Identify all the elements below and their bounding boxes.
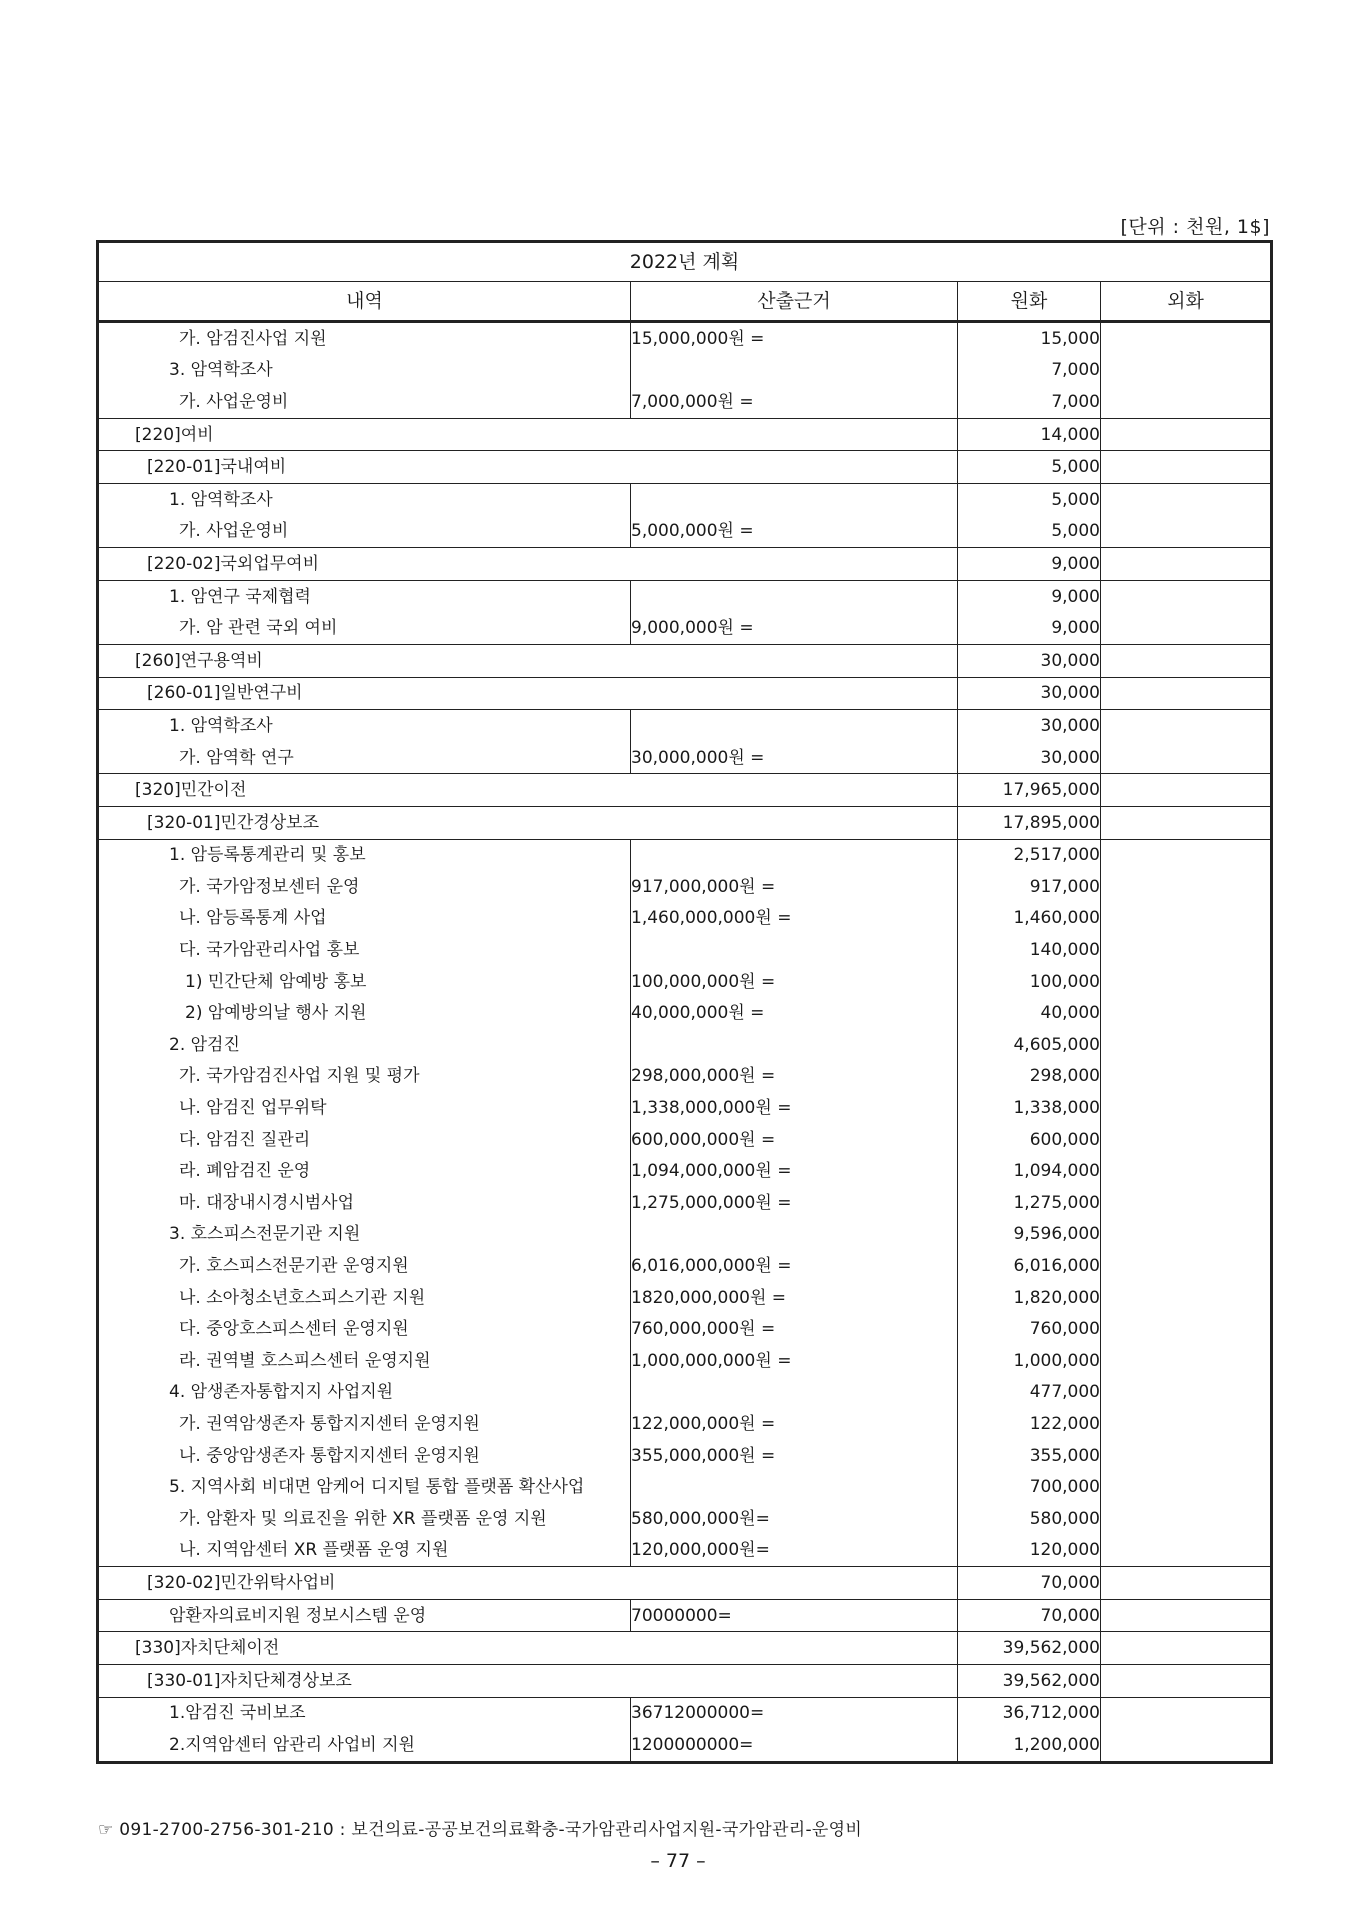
row-krw: 1,275,000 <box>958 1187 1101 1219</box>
row-fx <box>1101 386 1272 418</box>
table-row <box>98 418 1272 451</box>
row-fx <box>1101 903 1272 935</box>
row-item: 가. 사업운영비 <box>179 521 289 542</box>
row-item: 마. 대장내시경시범사업 <box>179 1192 355 1213</box>
row-item: 1. 암연구 국제협력 <box>98 580 631 612</box>
row-krw: 30,000 <box>958 710 1101 742</box>
header-item: 내역 <box>98 282 631 322</box>
unit-note: [단위 : 천원, 1$] <box>1120 216 1270 238</box>
row-krw: 30,000 <box>958 677 1101 710</box>
budget-table <box>96 240 1273 1764</box>
row-fx <box>1101 548 1272 581</box>
row-fx <box>1101 1664 1272 1697</box>
row-item: 다. 중앙호스피스센터 운영지원 <box>179 1319 409 1340</box>
row-fx <box>1101 1345 1272 1377</box>
row-fx <box>1101 612 1272 644</box>
row-krw: 580,000 <box>958 1503 1101 1535</box>
table-row <box>98 1729 1272 1762</box>
row-krw: 14,000 <box>958 418 1101 451</box>
table-row <box>98 1282 1272 1314</box>
row-fx <box>1101 1729 1272 1762</box>
row-basis <box>631 1377 958 1409</box>
row-fx <box>1101 355 1272 387</box>
row-fx <box>1101 1092 1272 1124</box>
row-fx <box>1101 1599 1272 1632</box>
row-fx <box>1101 1440 1272 1472</box>
table-row <box>98 516 1272 548</box>
table-row <box>98 644 1272 677</box>
row-item: 2. 암검진 <box>169 1034 240 1055</box>
row-item: 가. 권역암생존자 통합지지센터 운영지원 <box>179 1413 480 1434</box>
table-row <box>98 548 1272 581</box>
row-fx <box>1101 839 1272 871</box>
row-basis <box>631 710 958 742</box>
row-krw: 760,000 <box>958 1313 1101 1345</box>
row-basis <box>631 839 958 871</box>
row-krw: 122,000 <box>958 1408 1101 1440</box>
row-krw: 100,000 <box>958 966 1101 998</box>
row-item: 나. 중앙암생존자 통합지지센터 운영지원 <box>179 1445 480 1466</box>
table-row <box>98 483 1272 515</box>
row-krw: 5,000 <box>958 451 1101 484</box>
row-item: 3. 호스피스전문기관 지원 <box>169 1224 361 1245</box>
row-item: [320]민간이전 <box>98 774 958 807</box>
row-item: 가. 국가암정보센터 운영 <box>179 876 360 897</box>
row-krw: 70,000 <box>958 1567 1101 1600</box>
row-basis: 15,000,000원 = <box>631 322 958 355</box>
table-row <box>98 1535 1272 1567</box>
row-fx <box>1101 1155 1272 1187</box>
row-basis: 6,016,000,000원 = <box>631 1250 958 1282</box>
table-title: 2022년 계획 <box>98 242 1272 282</box>
table-header-row <box>98 282 1272 322</box>
row-krw: 4,605,000 <box>958 1029 1101 1061</box>
row-fx <box>1101 934 1272 966</box>
table-row <box>98 612 1272 644</box>
table-row <box>98 1664 1272 1697</box>
row-krw: 477,000 <box>958 1377 1101 1409</box>
row-fx <box>1101 677 1272 710</box>
row-item: [220-01]국내여비 <box>98 451 958 484</box>
row-fx <box>1101 516 1272 548</box>
row-fx <box>1101 1219 1272 1251</box>
row-basis <box>631 1219 958 1251</box>
row-basis: 1820,000,000원 = <box>631 1282 958 1314</box>
row-krw: 7,000 <box>958 355 1101 387</box>
row-krw: 9,000 <box>958 612 1101 644</box>
row-item: 라. 권역별 호스피스센터 운영지원 <box>179 1350 431 1371</box>
row-basis: 355,000,000원 = <box>631 1440 958 1472</box>
row-basis <box>631 934 958 966</box>
row-fx <box>1101 1471 1272 1503</box>
row-basis: 760,000,000원 = <box>631 1313 958 1345</box>
row-fx <box>1101 644 1272 677</box>
row-basis: 7,000,000원 = <box>631 386 958 418</box>
row-basis: 122,000,000원 = <box>631 1408 958 1440</box>
table-row <box>98 1029 1272 1061</box>
row-fx <box>1101 1029 1272 1061</box>
table-row <box>98 742 1272 774</box>
row-fx <box>1101 1124 1272 1156</box>
row-item: 가. 암 관련 국외 여비 <box>179 618 338 639</box>
row-fx <box>1101 1282 1272 1314</box>
table-row <box>98 1440 1272 1472</box>
row-basis: 5,000,000원 = <box>631 516 958 548</box>
row-item: [220]여비 <box>98 418 958 451</box>
table-row <box>98 1313 1272 1345</box>
row-basis: 917,000,000원 = <box>631 871 958 903</box>
table-row <box>98 1377 1272 1409</box>
row-basis <box>631 1471 958 1503</box>
table-row <box>98 774 1272 807</box>
row-fx <box>1101 1503 1272 1535</box>
table-row <box>98 1471 1272 1503</box>
row-item: [260]연구용역비 <box>98 644 958 677</box>
row-basis: 100,000,000원 = <box>631 966 958 998</box>
row-item: 라. 폐암검진 운영 <box>179 1161 311 1182</box>
row-krw: 17,965,000 <box>958 774 1101 807</box>
row-fx <box>1101 1313 1272 1345</box>
row-krw: 30,000 <box>958 742 1101 774</box>
header-basis: 산출근거 <box>631 282 958 322</box>
header-krw: 원화 <box>958 282 1101 322</box>
row-fx <box>1101 997 1272 1029</box>
row-fx <box>1101 322 1272 355</box>
row-basis: 1,000,000,000원 = <box>631 1345 958 1377</box>
table-row <box>98 1219 1272 1251</box>
row-fx <box>1101 742 1272 774</box>
row-item: [330-01]자치단체경상보조 <box>98 1664 958 1697</box>
table-row <box>98 1408 1272 1440</box>
table-row <box>98 451 1272 484</box>
row-basis: 580,000,000원= <box>631 1503 958 1535</box>
table-row <box>98 677 1272 710</box>
table-row <box>98 1632 1272 1665</box>
row-krw: 40,000 <box>958 997 1101 1029</box>
table-row <box>98 903 1272 935</box>
row-item: 나. 소아청소년호스피스기관 지원 <box>179 1287 426 1308</box>
row-krw: 298,000 <box>958 1061 1101 1093</box>
row-krw: 17,895,000 <box>958 806 1101 839</box>
row-item: 1. 암역학조사 <box>98 483 631 515</box>
row-krw: 70,000 <box>958 1599 1101 1632</box>
row-krw: 39,562,000 <box>958 1632 1101 1665</box>
row-item: [220-02]국외업무여비 <box>98 548 958 581</box>
table-row <box>98 355 1272 387</box>
row-krw: 1,094,000 <box>958 1155 1101 1187</box>
row-basis: 40,000,000원 = <box>631 997 958 1029</box>
row-item: 1.암검진 국비보조 <box>98 1697 631 1729</box>
row-basis: 600,000,000원 = <box>631 1124 958 1156</box>
table-row <box>98 710 1272 742</box>
table-row <box>98 1155 1272 1187</box>
table-row <box>98 1503 1272 1535</box>
row-krw: 1,820,000 <box>958 1282 1101 1314</box>
row-fx <box>1101 1061 1272 1093</box>
row-item: 4. 암생존자통합지지 사업지원 <box>169 1382 394 1403</box>
row-fx <box>1101 580 1272 612</box>
table-row <box>98 839 1272 871</box>
row-item: 5. 지역사회 비대면 암케어 디지털 통합 플랫폼 확산사업 <box>169 1477 585 1498</box>
row-krw: 1,000,000 <box>958 1345 1101 1377</box>
row-krw: 6,016,000 <box>958 1250 1101 1282</box>
row-basis: 70000000= <box>631 1599 958 1632</box>
row-basis: 1,338,000,000원 = <box>631 1092 958 1124</box>
row-fx <box>1101 966 1272 998</box>
row-item: 1. 암등록통계관리 및 홍보 <box>98 839 631 871</box>
row-basis: 1200000000= <box>631 1729 958 1762</box>
row-krw: 9,596,000 <box>958 1219 1101 1251</box>
table-title-row <box>98 242 1272 282</box>
row-fx <box>1101 1250 1272 1282</box>
row-krw: 7,000 <box>958 386 1101 418</box>
row-basis: 298,000,000원 = <box>631 1061 958 1093</box>
row-krw: 700,000 <box>958 1471 1101 1503</box>
table-row <box>98 966 1272 998</box>
row-item: [320-02]민간위탁사업비 <box>98 1567 958 1600</box>
row-item: 가. 암역학 연구 <box>179 747 294 768</box>
row-item: 암환자의료비지원 정보시스템 운영 <box>98 1599 631 1632</box>
row-item: [330]자치단체이전 <box>98 1632 958 1665</box>
row-fx <box>1101 1567 1272 1600</box>
footnote: ☞ 091-2700-2756-301-210 : 보건의료-공공보건의료확충-국가암관리사업지원-국가암관리-운영비 <box>98 1820 863 1840</box>
row-item: 1) 민간단체 암예방 홍보 <box>185 971 367 992</box>
row-fx <box>1101 1377 1272 1409</box>
row-krw: 39,562,000 <box>958 1664 1101 1697</box>
table-row <box>98 934 1272 966</box>
row-basis: 9,000,000원 = <box>631 612 958 644</box>
table-row <box>98 1567 1272 1600</box>
row-fx <box>1101 710 1272 742</box>
table-row <box>98 1061 1272 1093</box>
table-row <box>98 997 1272 1029</box>
row-krw: 120,000 <box>958 1535 1101 1567</box>
row-fx <box>1101 871 1272 903</box>
row-krw: 9,000 <box>958 548 1101 581</box>
row-basis: 36712000000= <box>631 1697 958 1729</box>
row-item: 다. 암검진 질관리 <box>179 1129 311 1150</box>
row-fx <box>1101 1408 1272 1440</box>
row-fx <box>1101 1187 1272 1219</box>
row-item: 2.지역암센터 암관리 사업비 지원 <box>169 1734 415 1755</box>
row-krw: 600,000 <box>958 1124 1101 1156</box>
row-basis: 1,094,000,000원 = <box>631 1155 958 1187</box>
table-row <box>98 1599 1272 1632</box>
row-item: 1. 암역학조사 <box>98 710 631 742</box>
row-basis: 1,275,000,000원 = <box>631 1187 958 1219</box>
header-fx: 외화 <box>1101 282 1272 322</box>
row-fx <box>1101 1697 1272 1729</box>
row-item: 가. 암환자 및 의료진을 위한 XR 플랫폼 운영 지원 <box>179 1508 547 1529</box>
table-row <box>98 806 1272 839</box>
row-item: 나. 암등록통계 사업 <box>179 908 327 929</box>
page-number: – 77 – <box>650 1850 706 1872</box>
row-item: 나. 지역암센터 XR 플랫폼 운영 지원 <box>179 1540 449 1561</box>
row-krw: 1,338,000 <box>958 1092 1101 1124</box>
row-item: [320-01]민간경상보조 <box>98 806 958 839</box>
row-krw: 140,000 <box>958 934 1101 966</box>
row-basis: 1,460,000,000원 = <box>631 903 958 935</box>
row-fx <box>1101 1632 1272 1665</box>
row-krw: 30,000 <box>958 644 1101 677</box>
row-basis: 30,000,000원 = <box>631 742 958 774</box>
row-item: 가. 호스피스전문기관 운영지원 <box>179 1256 409 1277</box>
row-fx <box>1101 483 1272 515</box>
table-row <box>98 386 1272 418</box>
row-item: [260-01]일반연구비 <box>98 677 958 710</box>
row-krw: 2,517,000 <box>958 839 1101 871</box>
row-item: 가. 사업운영비 <box>179 391 289 412</box>
row-item: 나. 암검진 업무위탁 <box>179 1098 327 1119</box>
row-krw: 36,712,000 <box>958 1697 1101 1729</box>
row-basis: 120,000,000원= <box>631 1535 958 1567</box>
table-row <box>98 1697 1272 1729</box>
row-basis <box>631 483 958 515</box>
row-item: 다. 국가암관리사업 홍보 <box>179 940 360 961</box>
row-item: 가. 국가암검진사업 지원 및 평가 <box>179 1066 420 1087</box>
row-krw: 5,000 <box>958 483 1101 515</box>
row-krw: 15,000 <box>958 322 1101 355</box>
row-basis <box>631 580 958 612</box>
row-item: 가. 암검진사업 지원 <box>179 328 327 349</box>
table-row <box>98 1187 1272 1219</box>
row-fx <box>1101 774 1272 807</box>
table-row <box>98 871 1272 903</box>
row-fx <box>1101 1535 1272 1567</box>
row-item: 2) 암예방의날 행사 지원 <box>185 1003 367 1024</box>
table-row <box>98 1092 1272 1124</box>
table-row <box>98 1345 1272 1377</box>
row-krw: 917,000 <box>958 871 1101 903</box>
table-row <box>98 1124 1272 1156</box>
table-row <box>98 580 1272 612</box>
row-fx <box>1101 806 1272 839</box>
row-krw: 9,000 <box>958 580 1101 612</box>
row-item: 3. 암역학조사 <box>169 360 273 381</box>
row-krw: 355,000 <box>958 1440 1101 1472</box>
row-krw: 1,200,000 <box>958 1729 1101 1762</box>
table-row <box>98 322 1272 355</box>
row-krw: 5,000 <box>958 516 1101 548</box>
row-fx <box>1101 451 1272 484</box>
row-basis <box>631 355 958 387</box>
table-row <box>98 1250 1272 1282</box>
row-krw: 1,460,000 <box>958 903 1101 935</box>
row-fx <box>1101 418 1272 451</box>
row-basis <box>631 1029 958 1061</box>
